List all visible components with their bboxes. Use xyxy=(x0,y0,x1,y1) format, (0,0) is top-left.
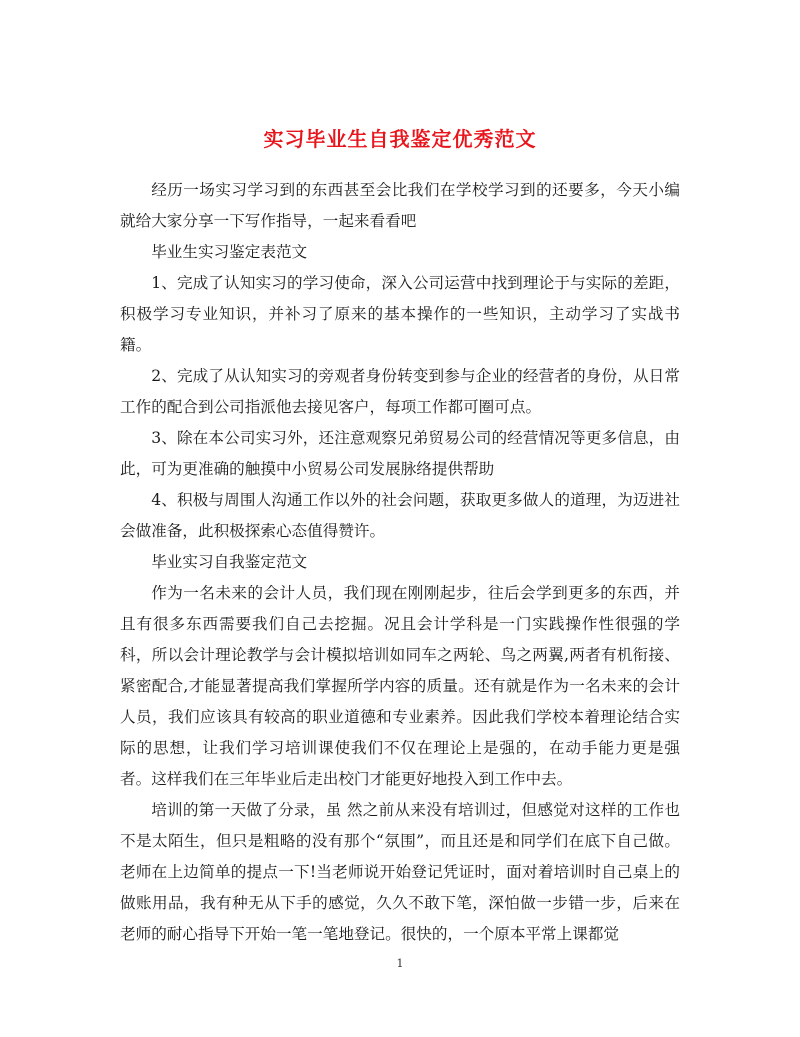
paragraph-item-4: 4、积极与周围人沟通工作以外的社会问题，获取更多做人的道理，为迈进社会做准备，此积极探索心态值得赞许。 xyxy=(120,491,680,540)
page-number: 1 xyxy=(396,957,404,970)
paragraph-item-3: 3、除在本公司实习外，还注意观察兄弟贸易公司的经营情况等更多信息，由此，可为更准确的触摸中小贸易公司发展脉络提供帮助 xyxy=(120,429,680,478)
document-title: 实习毕业生自我鉴定优秀范文 xyxy=(263,127,537,152)
paragraph-item-1: 1、完成了认知实习的学习使命，深入公司运营中找到理论于与实际的差距，积极学习专业知识，并补习了原来的基本操作的一些知识，主动学习了实战书籍。 xyxy=(120,274,680,354)
paragraph-training-first-day: 培训的第一天做了分录，虽 然之前从来没有培训过，但感觉对这样的工作也不是太陌生，但只是粗略的没有那个“氛围”，而且还是和同学们在底下自己做。老师在上边简单的提点一下!当老师说开始登记凭证时，面对着培训时自己桌上的做账用品，我有种无从下手的感觉，久久不敢下笔，深怕做一步错一步，后来在老师的耐心指导下开始一笔一笔地登记。很快的，一个原本平常上课都觉 xyxy=(120,801,680,943)
section-heading-self-appraisal: 毕业实习自我鉴定范文 xyxy=(151,553,308,571)
paragraph-intro: 经历一场实习学习到的东西甚至会比我们在学校学习到的还要多，今天小编就给大家分享一下写作指导，一起来看看吧 xyxy=(120,181,680,230)
paragraph-item-2: 2、完成了从认知实习的旁观者身份转变到参与企业的经营者的身份，从日常工作的配合到公司指派他去接见客户，每项工作都可圈可点。 xyxy=(120,367,680,416)
section-heading-internship-appraisal-form: 毕业生实习鉴定表范文 xyxy=(151,243,308,261)
paragraph-accounting-student: 作为一名未来的会计人员，我们现在刚刚起步，往后会学到更多的东西，并且有很多东西需要我们自己去挖掘。况且会计学科是一门实践操作性很强的学科，所以会计理论教学与会计模拟培训如同车之两轮、鸟之两翼,两者有机衔接、紧密配合,才能显著提高我们掌握所学内容的质量。还有就是作为一名未来的会计人员，我们应该具有较高的职业道德和专业素养。因此我们学校本着理论结合实际的思想，让我们学习培训课使我们不仅在理论上是强的，在动手能力更是强者。这样我们在三年毕业后走出校门才能更好地投入到工作中去。 xyxy=(120,584,680,788)
document-body xyxy=(120,175,680,950)
